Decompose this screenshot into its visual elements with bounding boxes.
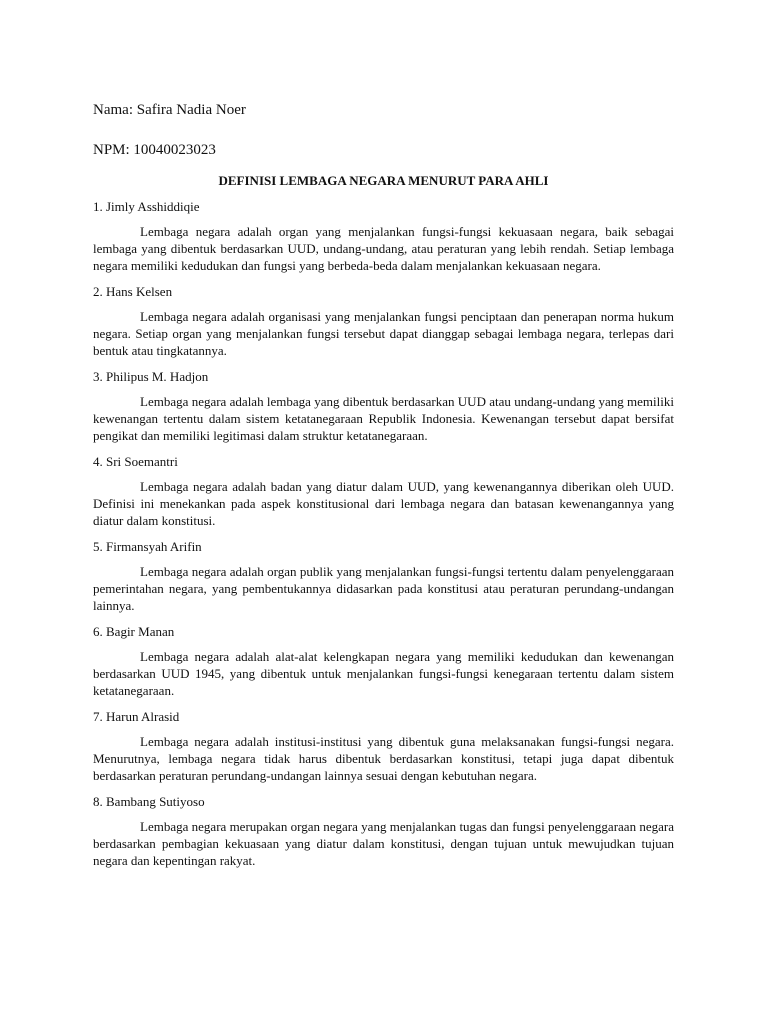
definition-entry-4 [93,453,674,529]
entry-body: Lembaga negara adalah organisasi yang menjalankan fungsi penciptaan dan penerapan norma hukum negara. Setiap organ yang menjalankan fungsi tersebut dapat dianggap sebagai lembaga negara, terlepas dari bentuk atau tingkatannya. [93,309,674,358]
entry-heading: 8. Bambang Sutiyoso [93,794,205,809]
definition-entry-1 [93,198,674,274]
definition-entry-8 [93,793,674,869]
student-npm: NPM: 10040023023 [93,142,216,158]
entry-heading: 6. Bagir Manan [93,624,175,639]
entry-heading: 1. Jimly Asshiddiqie [93,199,200,214]
entry-heading: 2. Hans Kelsen [93,284,173,299]
entry-body: Lembaga negara adalah lembaga yang dibentuk berdasarkan UUD atau undang-undang yang memiliki kewenangan tertentu dalam sistem ketatanegaraan Republik Indonesia. Kewenangan tersebut dapat bersifat pengikat dan memiliki legitimasi dalam struktur ketatanegaraan. [93,394,674,443]
entry-body: Lembaga negara adalah alat-alat kelengkapan negara yang memiliki kedudukan dan kewenangan berdasarkan UUD 1945, yang dibentuk untuk menjalankan fungsi-fungsi kenegaraan tertentu dalam sistem ketatanegaraan. [93,649,674,698]
document-page [93,100,674,878]
definition-entry-7 [93,708,674,784]
entry-body: Lembaga negara adalah badan yang diatur dalam UUD, yang kewenangannya diberikan oleh UUD. Definisi ini menekankan pada aspek konstitusional dari lembaga negara dan batasan kewenangannya yang diatur dalam konstitusi. [93,479,674,528]
entry-heading: 3. Philipus M. Hadjon [93,369,209,384]
entry-heading: 7. Harun Alrasid [93,709,180,724]
document-title: DEFINISI LEMBAGA NEGARA MENURUT PARA AHLI [218,173,549,188]
entry-body: Lembaga negara adalah institusi-institusi yang dibentuk guna melaksanakan fungsi-fungsi negara. Menurutnya, lembaga negara tidak harus dibentuk berdasarkan konstitusi, tetapi juga dapat dibentuk berdasarkan peraturan perundang-undangan lainnya sesuai dengan kebutuhan negara. [93,734,674,783]
student-name: Nama: Safira Nadia Noer [93,102,246,118]
definition-entry-2 [93,283,674,359]
definition-entry-3 [93,368,674,444]
definition-entry-6 [93,623,674,699]
entry-body: Lembaga negara merupakan organ negara yang menjalankan tugas dan fungsi penyelenggaraan negara berdasarkan pembagian kekuasaan yang diatur dalam konstitusi, dengan tujuan untuk mewujudkan tujuan negara dan kepentingan rakyat. [93,819,674,868]
entry-heading: 4. Sri Soemantri [93,454,178,469]
entry-body: Lembaga negara adalah organ yang menjalankan fungsi-fungsi kekuasaan negara, baik sebagai lembaga yang dibentuk berdasarkan UUD, undang-undang, atau peraturan yang lebih rendah. Setiap lembaga negara memiliki kedudukan dan fungsi yang berbeda-beda dalam menjalankan kekuasaan negara. [93,224,674,273]
entry-heading: 5. Firmansyah Arifin [93,539,202,554]
entry-body: Lembaga negara adalah organ publik yang menjalankan fungsi-fungsi tertentu dalam penyelenggaraan pemerintahan negara, yang pembentukannya didasarkan pada konstitusi atau peraturan perundang-undangan lainnya. [93,564,674,613]
definition-entry-5 [93,538,674,614]
